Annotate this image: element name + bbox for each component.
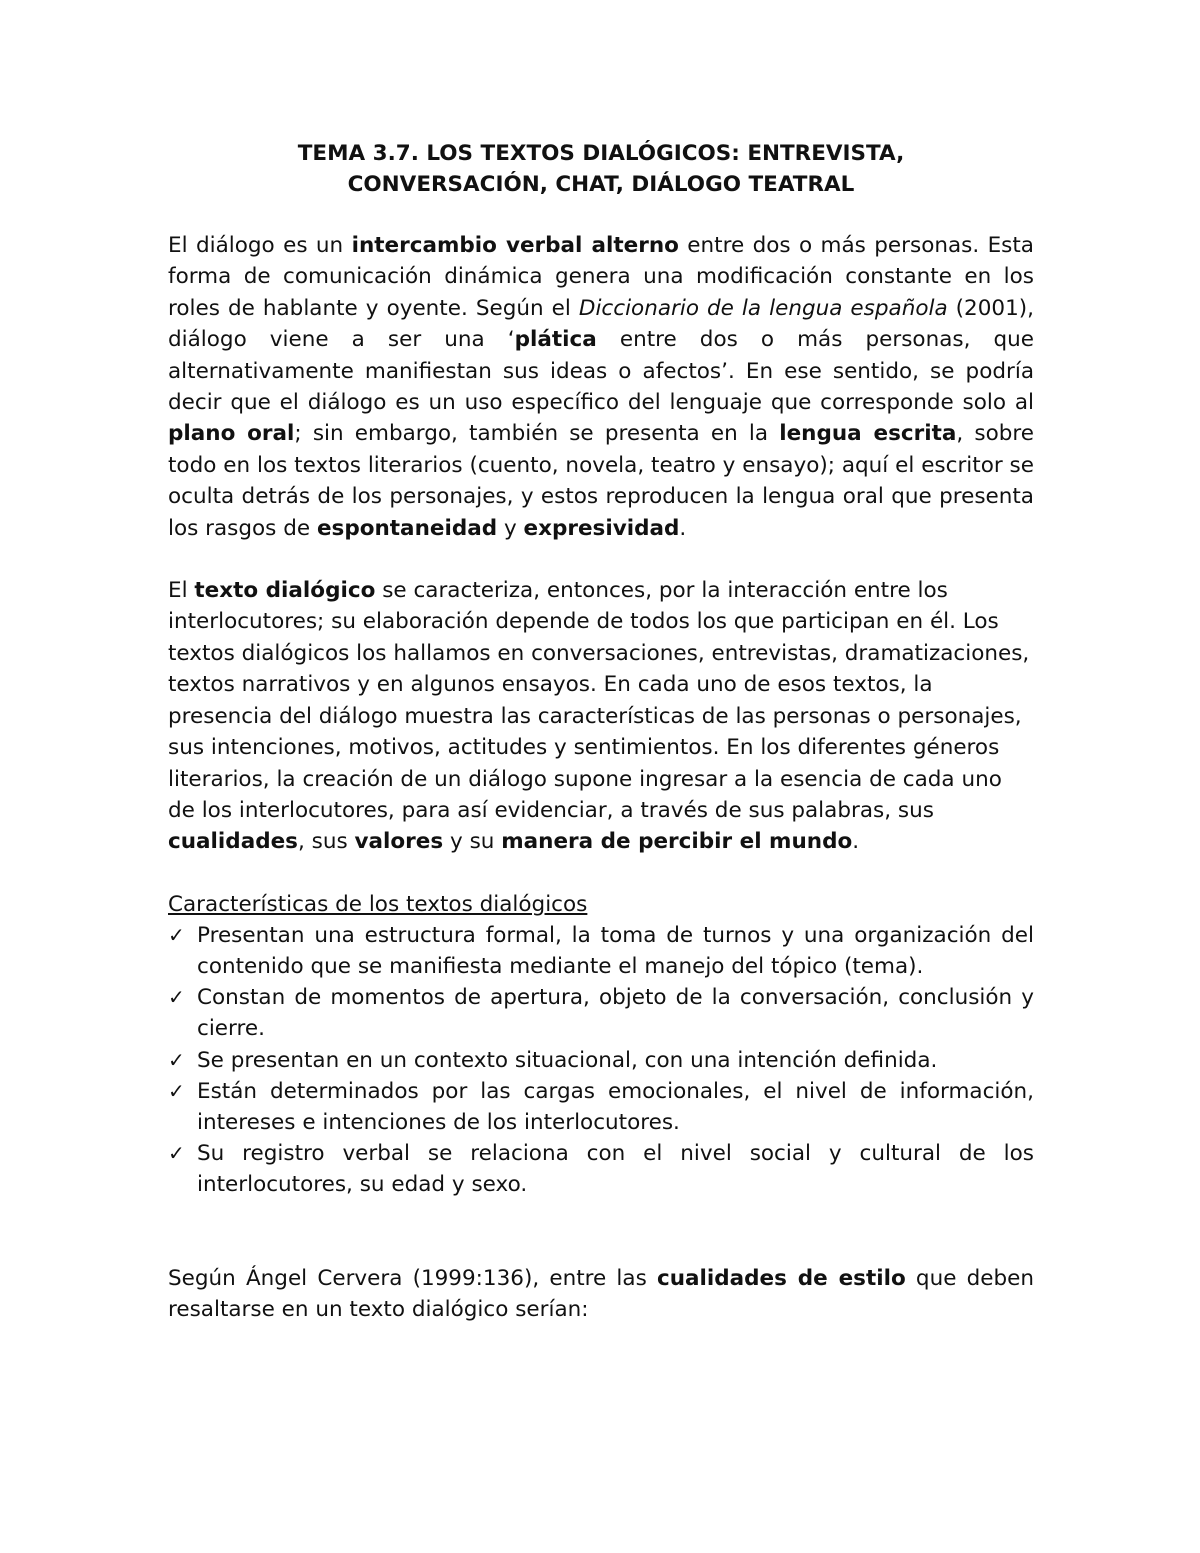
bold-run: plano oral [168,421,295,447]
bold-run: intercambio verbal alterno [351,233,679,258]
style-qualities-paragraph [168,1263,1034,1326]
text-run: entre dos o más personas, que alternativamente manifiestan sus ideas o afectos’. En ese sentido, se podría decir que el diálogo es un uso específico del lenguaje que corresponde solo al [168,327,1034,416]
document-page [168,138,1034,1325]
text-run: (2001), diálogo viene a ser una ‘ [168,295,1034,353]
text-run: El diálogo es un [168,233,352,258]
bold-run: cualidades de estilo [656,1265,906,1291]
checkmark-icon: ✓ [168,985,185,1010]
text-run: . [852,829,860,855]
list-item [168,1045,1034,1076]
text-run: , sobre todo en los textos literarios (cuento, novela, teatro y ensayo); aquí el escritor se oculta detrás de los personajes, y estos reproducen la lengua oral que presenta los rasgos de [168,421,1034,541]
title-line-2: CONVERSACIÓN, CHAT, DIÁLOGO TEATRAL [347,172,855,197]
features-list [168,920,1034,1201]
text-run: Según Ángel Cervera (1999:136), entre las [168,1265,657,1291]
bold-run: lengua escrita [779,421,957,447]
list-item-text: Constan de momentos de apertura, objeto de la conversación, conclusión y cierre. [197,985,1034,1042]
features-heading: Características de los textos dialógicos [168,891,588,917]
checkmark-icon: ✓ [168,1141,185,1166]
title-line-1: TEMA 3.7. LOS TEXTOS DIALÓGICOS: ENTREVISTA, [297,141,905,166]
text-run: que deben resaltarse en un texto dialógico serían: [168,1265,1035,1322]
text-run: . [679,515,687,541]
list-item-text: Están determinados por las cargas emocionales, el nivel de información, intereses e intenciones de los interlocutores. [197,1078,1034,1135]
checkmark-icon: ✓ [168,1047,185,1072]
text-run: y su [443,829,502,855]
bold-run: manera de percibir el mundo [501,829,853,855]
text-run: se caracteriza, entonces, por la interacción entre los interlocutores; su elaboración depende de todos los que participan en él. Los textos dialógicos los hallamos en conversaciones, entrevistas, dramatizaciones, textos narrativos y en algunos ensayos. En cada uno de esos textos, la presencia del diálogo muestra las características de las personas o personajes, sus intenciones, motivos, actitudes y sentimientos. En los diferentes géneros literarios, la creación de un diálogo supone ingresar a la esencia de cada uno de los interlocutores, para así evidenciar, a través de sus palabras, sus [168,578,1030,823]
bold-run: plática [514,327,597,353]
italic-run: Diccionario de la lengua española [578,295,948,321]
bold-run: cualidades [168,829,298,855]
text-run: ; sin embargo, también se presenta en la [294,421,780,447]
intro-paragraph [168,230,1034,544]
list-item-text: Presentan una estructura formal, la toma de turnos y una organización del contenido que se manifiesta mediante el manejo del tópico (tema). [197,922,1034,979]
checkmark-icon: ✓ [168,922,185,947]
text-run: , sus [297,829,355,855]
checkmark-icon: ✓ [168,1078,185,1103]
list-item-text: Su registro verbal se relaciona con el nivel social y cultural de los interlocutores, su edad y sexo. [197,1141,1034,1198]
definition-paragraph [168,575,1034,858]
bold-run: espontaneidad [316,515,498,541]
bold-run: valores [354,829,444,855]
list-item [168,920,1034,982]
text-run: y [497,515,524,541]
text-run: El [168,578,195,604]
list-item-text: Se presentan en un contexto situacional, con una intención definida. [197,1047,938,1073]
list-item [168,1076,1034,1138]
list-item [168,1138,1034,1200]
bold-run: expresividad [523,515,680,541]
document-title [168,138,1034,200]
list-item [168,982,1034,1044]
text-run: entre dos o más personas. Esta forma de comunicación dinámica genera una modificación constante en los roles de hablante y oyente. Según el [168,233,1034,321]
bold-run: texto dialógico [194,578,376,604]
